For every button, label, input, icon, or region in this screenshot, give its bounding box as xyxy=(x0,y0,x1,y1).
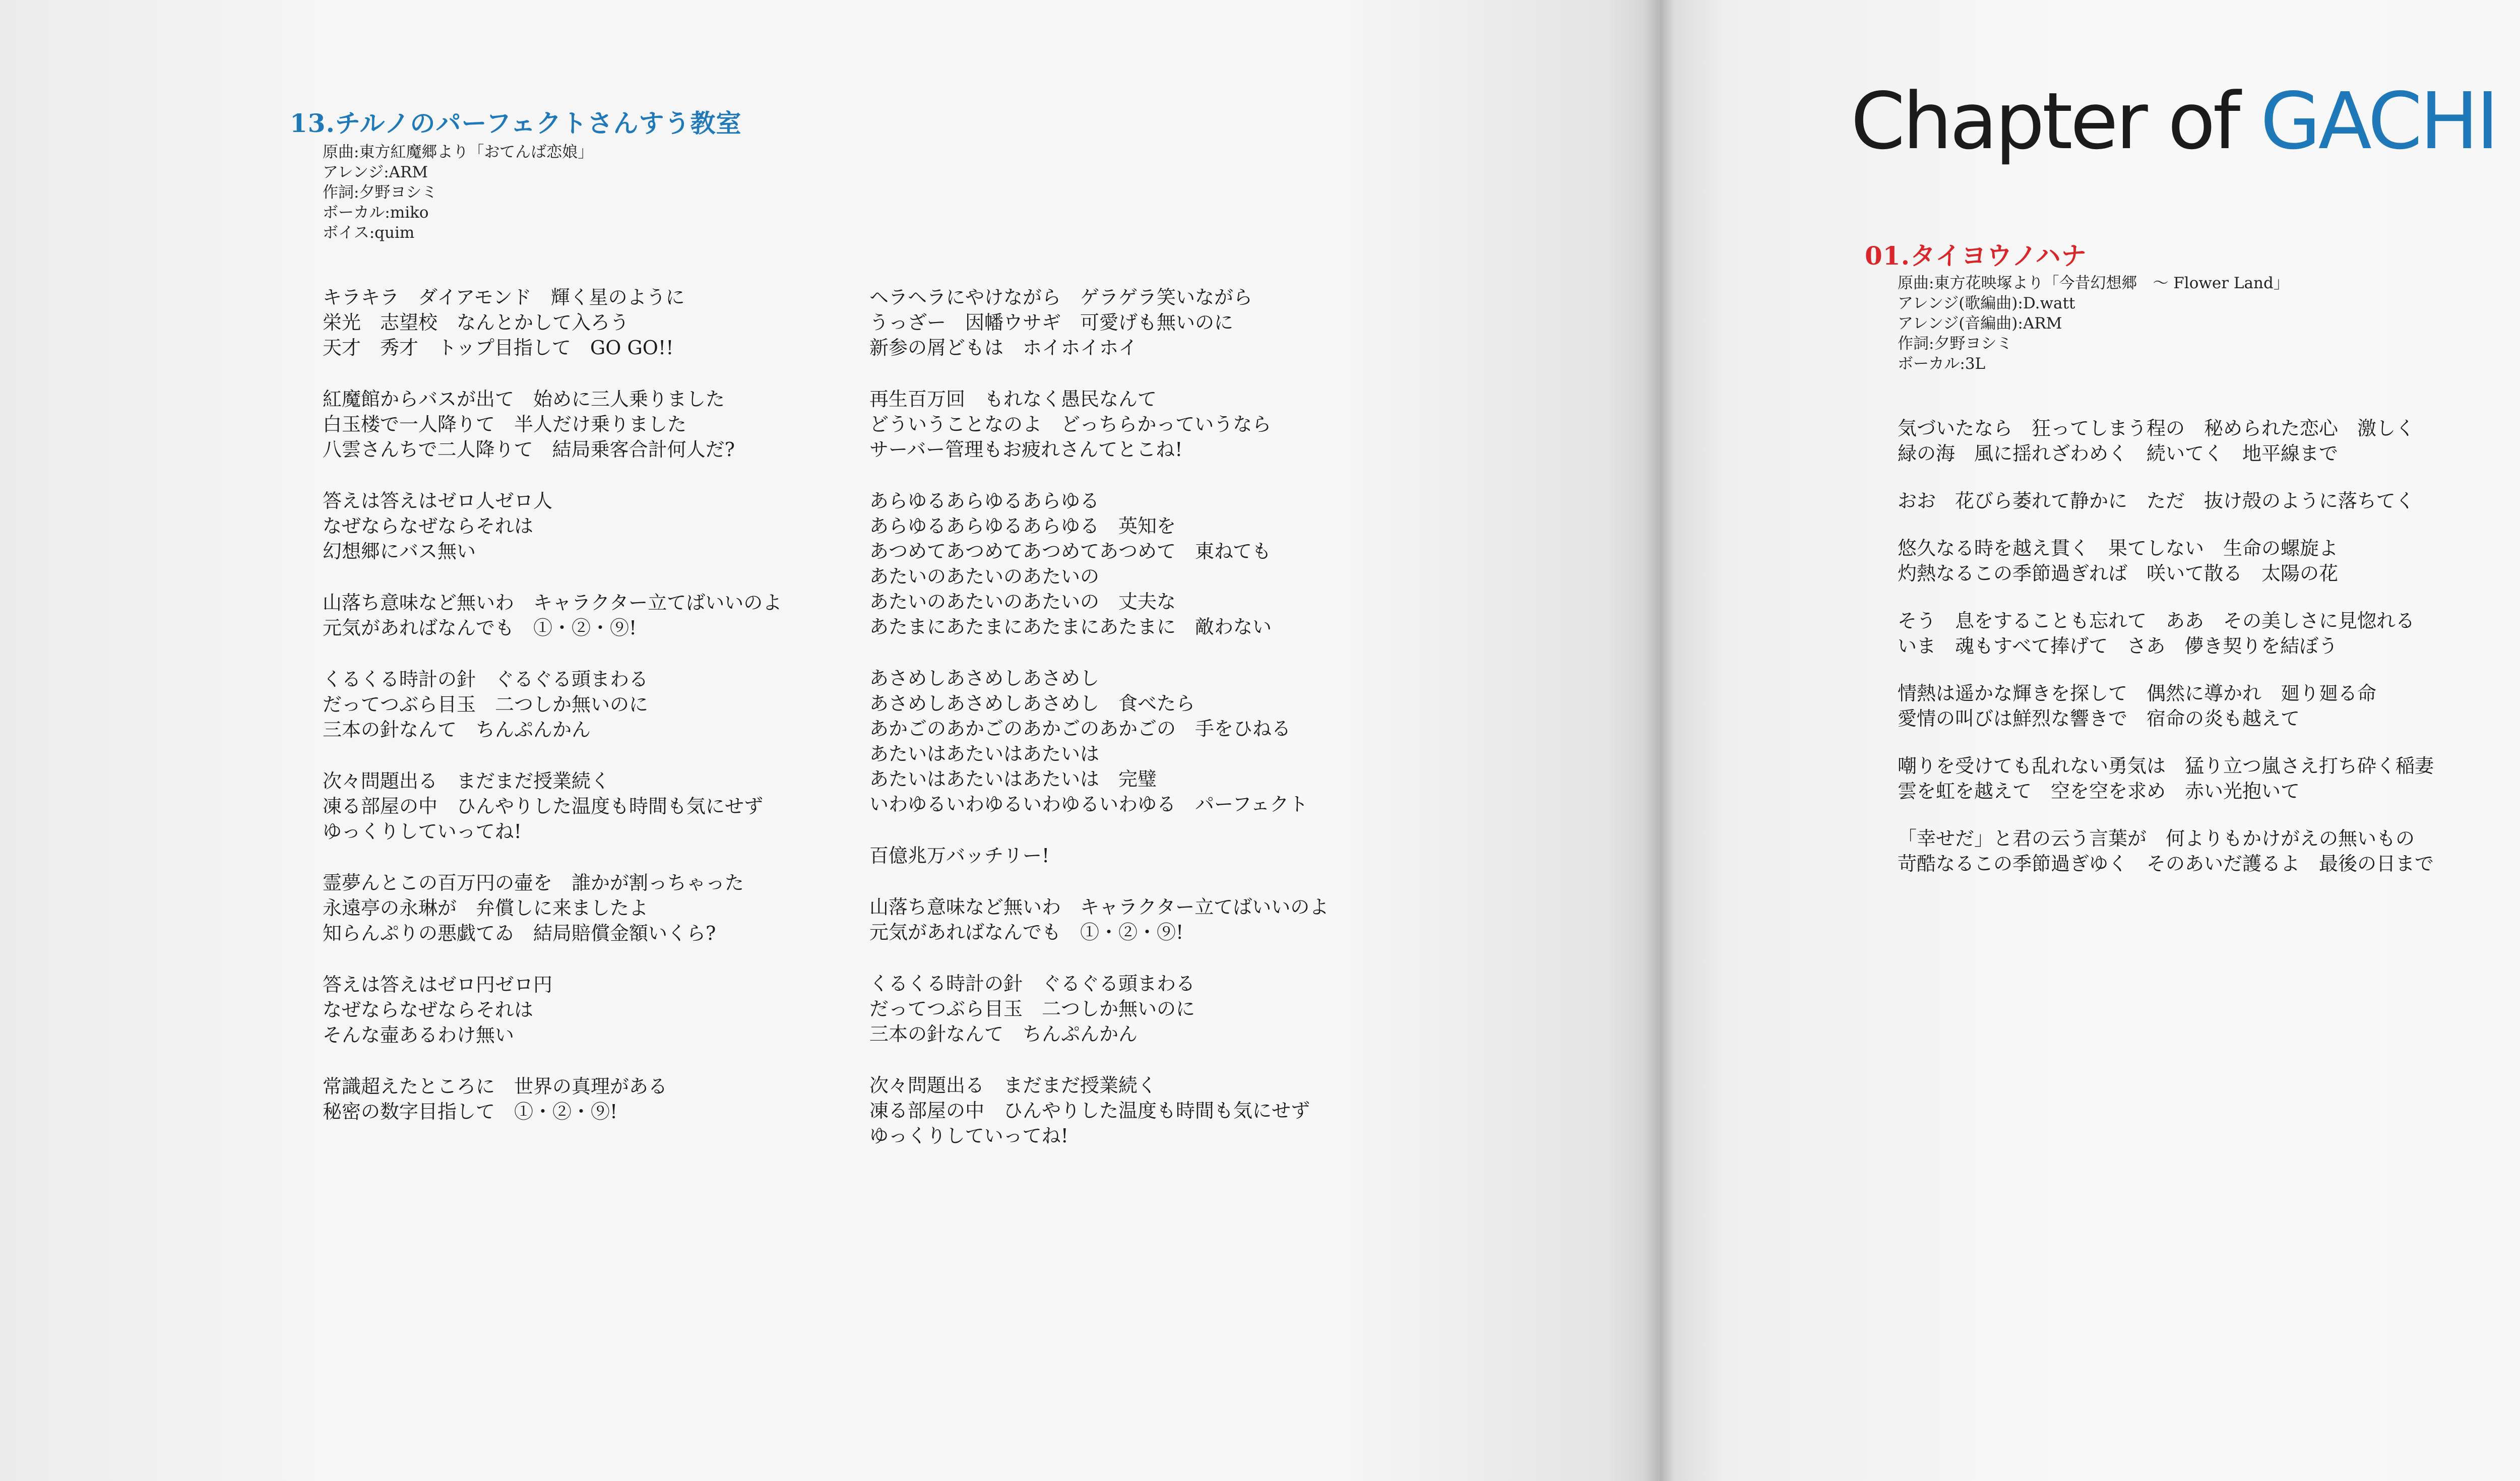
lyric-line: 苛酷なるこの季節過ぎゆく そのあいだ護るよ 最後の日まで xyxy=(1898,853,2434,875)
lyric-line: 霊夢んとこの百万円の壷を 誰かが割っちゃった xyxy=(323,872,744,894)
song1-lyrics xyxy=(1898,416,2434,898)
chapter-prefix: Chapter of xyxy=(1851,76,2260,167)
lyric-line: 情熱は遥かな輝きを探して 偶然に導かれ 廻り廻る命 xyxy=(1898,682,2377,704)
lyric-line: あらゆるあらゆるあらゆる xyxy=(869,490,1100,512)
credit-line: ボーカル:miko xyxy=(323,204,429,222)
song1-title: 01.タイヨウノハナ xyxy=(1865,241,2087,271)
lyric-line: 常識超えたところに 世界の真理がある xyxy=(323,1075,668,1098)
lyric-line: だってつぶら目玉 二つしか無いのに xyxy=(869,998,1195,1020)
lyric-line: 山落ち意味など無いわ キャラクター立てばいいのよ xyxy=(323,592,782,614)
lyric-line: おお 花びら萎れて静かに ただ 抜け殻のように落ちてく xyxy=(1898,490,2415,512)
lyric-line: あつめてあつめてあつめてあつめて 東ねても xyxy=(869,540,1272,562)
stanza xyxy=(323,667,782,742)
stanza xyxy=(869,894,1329,945)
stanza xyxy=(323,285,782,360)
lyric-line: 新参の屑どもは ホイホイホイ xyxy=(869,337,1138,359)
lyric-line: そう 息をすることも忘れて ああ その美しさに見惚れる xyxy=(1898,610,2415,632)
lyric-line: 秘密の数字目指して ①・②・⑨! xyxy=(323,1101,618,1123)
stanza xyxy=(323,972,782,1048)
stanza xyxy=(1898,826,2434,876)
lyric-line: ゆっくりしていってね! xyxy=(869,1125,1068,1147)
lyric-line: 答えは答えはゼロ円ゼロ円 xyxy=(323,974,553,996)
lyrics-column-1 xyxy=(323,285,782,1150)
lyric-line: あさめしあさめしあさめし xyxy=(869,667,1100,689)
stanza xyxy=(1898,416,2434,466)
lyric-line: 天才 秀才 トップ目指して GO GO!! xyxy=(323,337,674,359)
lyric-line: 凍る部屋の中 ひんやりした温度も時間も気にせず xyxy=(323,795,764,817)
stanza xyxy=(1898,753,2434,804)
stanza xyxy=(1898,608,2434,659)
lyric-line: 緑の海 風に揺れざわめく 続いてく 地平線まで xyxy=(1898,442,2339,465)
lyric-line: あかごのあかごのあかごのあかごの 手をひねる xyxy=(869,718,1291,740)
lyric-line: 雲を虹を越えて 空を空を求め 赤い光抱いて xyxy=(1898,780,2300,802)
song-title: 13.チルノのパーフェクトさんすう教室 xyxy=(290,108,742,138)
lyric-line: どういうことなのよ どっちらかっていうなら xyxy=(869,413,1272,435)
lyric-line: だってつぶら目玉 二つしか無いのに xyxy=(323,693,649,716)
lyric-line: あたいはあたいはあたいは xyxy=(869,743,1100,765)
chapter-heading xyxy=(1851,76,2497,167)
stanza xyxy=(1898,536,2434,586)
lyric-line: いま 魂もすべて捧げて さあ 儚き契りを結ぼう xyxy=(1898,635,2338,657)
lyric-line: そんな壷あるわけ無い xyxy=(323,1024,515,1046)
lyric-line: キラキラ ダイアモンド 輝く星のように xyxy=(323,286,685,308)
lyric-line: 幻想郷にバス無い xyxy=(323,540,476,562)
chapter-accent: GACHI xyxy=(2260,76,2497,167)
lyric-line: 元気があればなんでも ①・②・⑨! xyxy=(869,921,1184,943)
stanza xyxy=(869,1073,1329,1148)
stanza xyxy=(1898,488,2434,513)
stanza xyxy=(869,387,1329,462)
lyric-line: 凍る部屋の中 ひんやりした温度も時間も気にせず xyxy=(869,1100,1310,1122)
lyric-line: 百億兆万バッチリー! xyxy=(869,845,1050,867)
credit-line: アレンジ(音編曲):ARM xyxy=(1898,314,2062,333)
credit-line: アレンジ:ARM xyxy=(323,163,428,181)
lyric-line: なぜならなぜならそれは xyxy=(323,999,534,1021)
stanza xyxy=(323,768,782,844)
lyric-line: 八雲さんちで二人降りて 結局乗客合計何人だ? xyxy=(323,438,735,461)
lyric-line: あたいのあたいのあたいの xyxy=(869,565,1100,588)
stanza xyxy=(869,843,1329,868)
credit-line: 原曲:東方花映塚より「今昔幻想郷 ～ Flower Land」 xyxy=(1898,274,2289,292)
stanza xyxy=(323,387,782,462)
lyric-line: 答えは答えはゼロ人ゼロ人 xyxy=(323,490,553,512)
lyric-line: 次々問題出る まだまだ授業続く xyxy=(869,1074,1157,1097)
lyric-line: 愛情の叫びは鮮烈な響きで 宿命の炎も越えて xyxy=(1898,707,2300,730)
credit-line: アレンジ(歌編曲):D.watt xyxy=(1898,294,2075,312)
lyric-line: うっざー 因幡ウサギ 可愛げも無いのに xyxy=(869,311,1234,334)
lyric-line: 灼熱なるこの季節過ぎれば 咲いて散る 太陽の花 xyxy=(1898,562,2339,585)
lyric-line: なぜならなぜならそれは xyxy=(323,515,534,537)
credit-line: ボイス:quim xyxy=(323,224,415,242)
stanza xyxy=(323,870,782,946)
lyric-line: 紅魔館からバスが出て 始めに三人乗りました xyxy=(323,388,725,410)
stanza xyxy=(323,488,782,564)
lyric-line: 栄光 志望校 なんとかして入ろう xyxy=(323,311,629,334)
lyric-line: 永遠亭の永琳が 弁償しに来ましたよ xyxy=(323,897,649,919)
stanza xyxy=(323,1074,782,1124)
lyric-line: サーバー管理もお疲れさんてとこね! xyxy=(869,438,1183,461)
lyric-line: 気づいたなら 狂ってしまう程の 秘められた恋心 激しく xyxy=(1898,417,2415,439)
lyric-line: 再生百万回 もれなく愚民なんて xyxy=(869,388,1157,410)
lyric-line: 次々問題出る まだまだ授業続く xyxy=(323,770,610,792)
lyric-line: 三本の針なんて ちんぷんかん xyxy=(323,719,591,741)
lyric-line: あたまにあたまにあたまにあたまに 敵わない xyxy=(869,616,1272,638)
lyric-line: 悠久なる時を越え貫く 果てしない 生命の螺旋よ xyxy=(1898,537,2339,559)
lyric-line: あさめしあさめしあさめし 食べたら xyxy=(869,692,1195,715)
book-gutter xyxy=(1644,0,1674,1481)
song1-credits xyxy=(1898,273,2289,374)
stanza xyxy=(323,590,782,640)
stanza xyxy=(869,488,1329,639)
lyric-line: あらゆるあらゆるあらゆる 英知を xyxy=(869,515,1176,537)
lyric-line: 山落ち意味など無いわ キャラクター立てばいいのよ xyxy=(869,896,1329,918)
lyric-line: 知らんぷりの悪戯てゐ 結局賠償金額いくら? xyxy=(323,922,716,944)
credit-line: 原曲:東方紅魔郷より「おてんば恋娘」 xyxy=(323,143,594,161)
lyric-line: くるくる時計の針 ぐるぐる頭まわる xyxy=(323,668,649,690)
lyric-line: 元気があればなんでも ①・②・⑨! xyxy=(323,617,637,639)
lyric-line: 「幸せだ」と君の云う言葉が 何よりもかけがえの無いもの xyxy=(1898,827,2415,850)
lyric-line: 嘲りを受けても乱れない勇気は 猛り立つ嵐さえ打ち砕く稲妻 xyxy=(1898,755,2434,777)
lyric-line: 白玉楼で一人降りて 半人だけ乗りました xyxy=(323,413,687,435)
stanza xyxy=(869,666,1329,817)
stanza xyxy=(1898,681,2434,731)
lyric-line: 三本の針なんて ちんぷんかん xyxy=(869,1023,1138,1045)
lyric-line: ゆっくりしていってね! xyxy=(323,820,522,843)
credit-line: 作詞:夕野ヨシミ xyxy=(1898,335,2012,353)
lyric-line: あたいはあたいはあたいは 完璧 xyxy=(869,768,1157,790)
credit-line: 作詞:夕野ヨシミ xyxy=(323,183,437,202)
song-credits xyxy=(323,142,593,243)
lyrics-column-2 xyxy=(869,285,1329,1175)
lyric-line: あたいのあたいのあたいの 丈夫な xyxy=(869,591,1176,613)
stanza xyxy=(869,971,1329,1047)
stanza xyxy=(869,285,1329,360)
lyric-line: ヘラヘラにやけながら ゲラゲラ笑いながら xyxy=(869,286,1253,308)
credit-line: ボーカル:3L xyxy=(1898,355,1986,373)
lyric-line: いわゆるいわゆるいわゆるいわゆる パーフェクト xyxy=(869,793,1308,815)
lyric-line: くるくる時計の針 ぐるぐる頭まわる xyxy=(869,973,1195,995)
